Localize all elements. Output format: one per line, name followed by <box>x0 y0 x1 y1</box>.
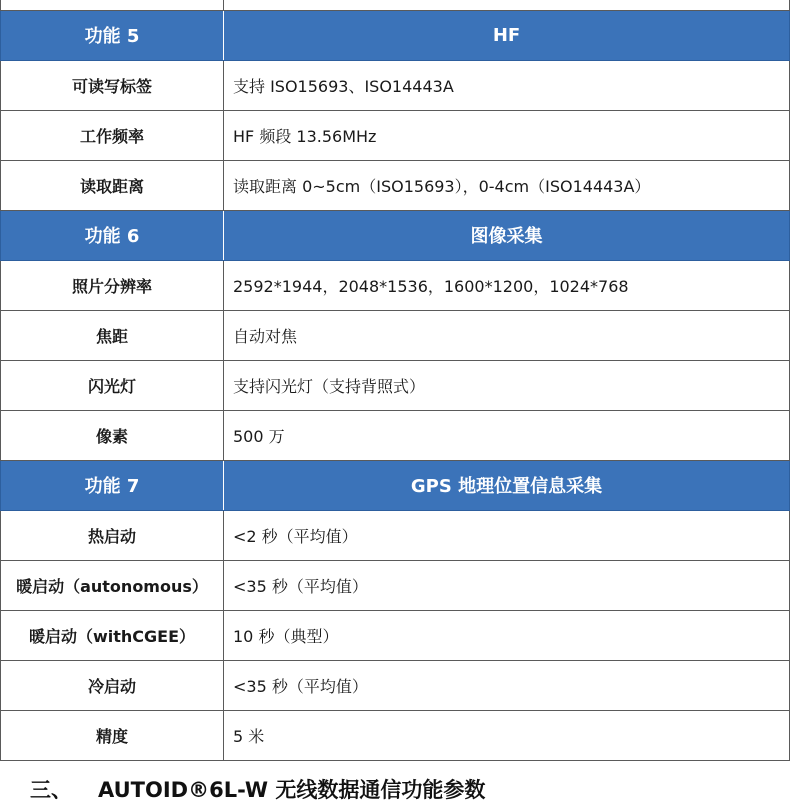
table-row <box>1 710 790 760</box>
row-label: 可读写标签 <box>1 60 224 110</box>
table-continuation-row <box>1 0 790 10</box>
table-row <box>1 260 790 310</box>
row-label: 照片分辨率 <box>1 260 224 310</box>
table-row <box>1 310 790 360</box>
row-label: 像素 <box>1 410 224 460</box>
table-row <box>1 510 790 560</box>
table-row <box>1 110 790 160</box>
row-label: 闪光灯 <box>1 360 224 410</box>
section-header-gps <box>1 460 790 510</box>
row-label: 工作频率 <box>1 110 224 160</box>
row-value: 10 秒（典型） <box>224 610 790 660</box>
row-value: 500 万 <box>224 410 790 460</box>
row-value: 支持 ISO15693、ISO14443A <box>224 60 790 110</box>
row-value: 自动对焦 <box>224 310 790 360</box>
table-row <box>1 160 790 210</box>
table-row <box>1 410 790 460</box>
section-header-hf <box>1 10 790 60</box>
row-label: 暖启动（autonomous） <box>1 560 224 610</box>
row-value: 2592*1944，2048*1536，1600*1200，1024*768 <box>224 260 790 310</box>
table-row <box>1 60 790 110</box>
section-title: 图像采集 <box>224 210 790 260</box>
section-label: 功能 6 <box>1 210 224 260</box>
row-label: 精度 <box>1 710 224 760</box>
heading-number: 三、 <box>30 778 72 802</box>
row-value: <2 秒（平均值） <box>224 510 790 560</box>
row-label: 读取距离 <box>1 160 224 210</box>
row-value: <35 秒（平均值） <box>224 660 790 710</box>
row-value: <35 秒（平均值） <box>224 560 790 610</box>
section-title: GPS 地理位置信息采集 <box>224 460 790 510</box>
row-value: 读取距离 0~5cm（ISO15693），0-4cm（ISO14443A） <box>224 160 790 210</box>
next-section-heading <box>30 774 485 804</box>
section-title: HF <box>224 10 790 60</box>
table-row <box>1 360 790 410</box>
row-value: 5 米 <box>224 710 790 760</box>
row-label: 焦距 <box>1 310 224 360</box>
row-value: 支持闪光灯（支持背照式） <box>224 360 790 410</box>
row-value: HF 频段 13.56MHz <box>224 110 790 160</box>
table-row <box>1 610 790 660</box>
heading-text: AUTOID®6L-W 无线数据通信功能参数 <box>98 778 486 802</box>
table-row <box>1 660 790 710</box>
section-header-image-capture <box>1 210 790 260</box>
row-label: 热启动 <box>1 510 224 560</box>
section-label: 功能 7 <box>1 460 224 510</box>
row-label: 冷启动 <box>1 660 224 710</box>
section-label: 功能 5 <box>1 10 224 60</box>
table-row <box>1 560 790 610</box>
row-label: 暖启动（withCGEE） <box>1 610 224 660</box>
